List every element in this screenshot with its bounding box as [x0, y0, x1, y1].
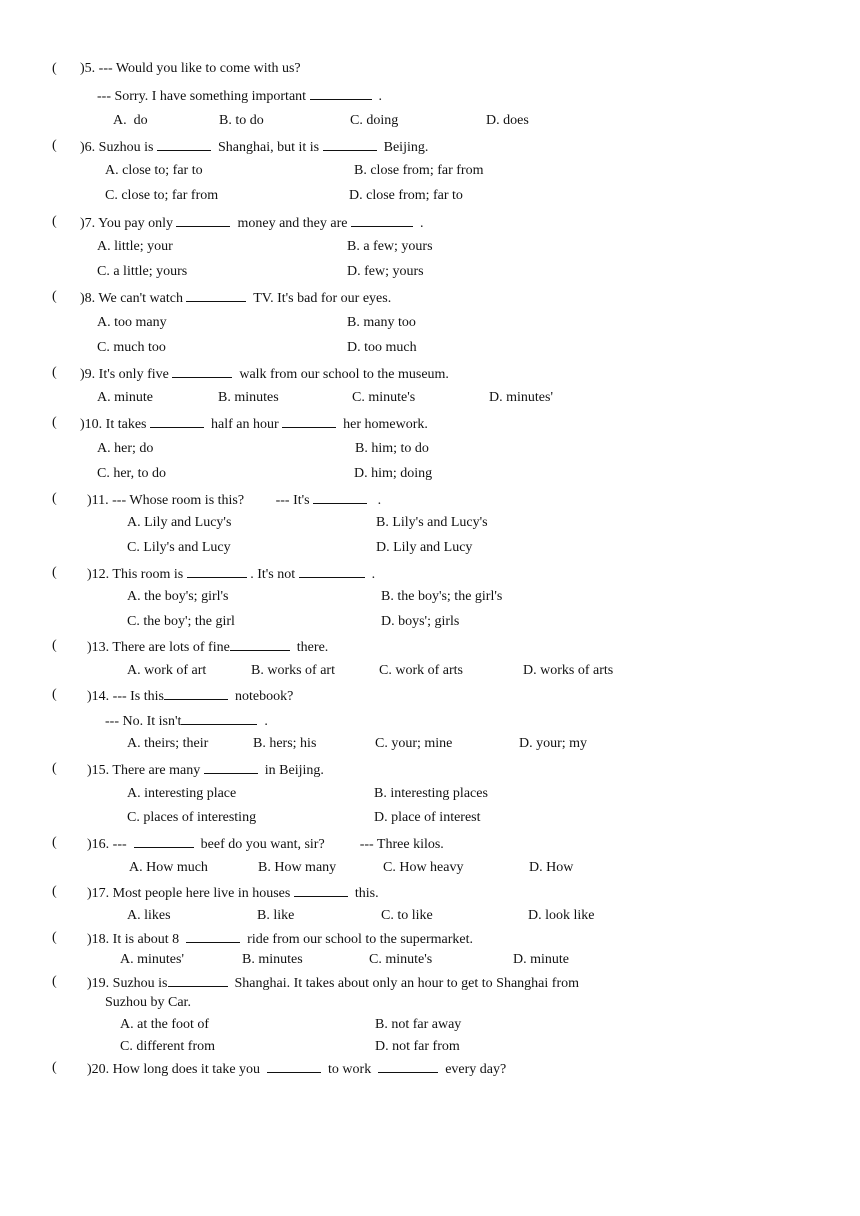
question-stem: )15. There are many in Beijing. — [87, 763, 324, 778]
option-b: B. a few; yours — [347, 239, 433, 254]
answer-paren[interactable]: ( — [52, 761, 57, 776]
question-stem: )10. It takes half an hour her homework. — [80, 417, 428, 432]
blank — [172, 365, 232, 378]
option-c: C. How heavy — [383, 860, 464, 875]
option-d: D. boys'; girls — [381, 614, 460, 629]
option-a: A. How much — [129, 860, 208, 875]
option-b: B. him; to do — [355, 441, 429, 456]
answer-paren[interactable]: ( — [52, 974, 57, 989]
answer-paren[interactable]: ( — [52, 415, 57, 430]
question-line: --- Sorry. I have something important . — [97, 89, 383, 104]
option-c: C. places of interesting — [127, 810, 257, 825]
option-b: B. not far away — [375, 1017, 462, 1032]
blank — [187, 565, 247, 578]
answer-paren[interactable]: ( — [52, 1060, 57, 1075]
option-a: A. too many — [97, 315, 167, 330]
answer-paren[interactable]: ( — [52, 565, 57, 580]
question-stem: )9. It's only five walk from our school to the museum. — [80, 367, 449, 382]
blank — [323, 138, 377, 151]
option-d: D. not far from — [375, 1039, 460, 1054]
option-a: A. work of art — [127, 663, 207, 678]
answer-paren[interactable]: ( — [52, 365, 57, 380]
option-d: D. How — [529, 860, 574, 875]
option-c: C. minute's — [352, 390, 416, 405]
answer-paren[interactable]: ( — [52, 214, 57, 229]
blank — [181, 712, 257, 725]
answer-paren[interactable]: ( — [52, 491, 57, 506]
option-c: C. the boy'; the girl — [127, 614, 235, 629]
question-stem: )14. --- Is this notebook? — [87, 689, 294, 704]
option-a: A. minute — [97, 390, 153, 405]
blank — [299, 565, 365, 578]
option-a: A. her; do — [97, 441, 154, 456]
answer-paren[interactable]: ( — [52, 884, 57, 899]
option-c: C. her, to do — [97, 466, 167, 481]
option-a: A. theirs; their — [127, 736, 209, 751]
option-a: A. at the foot of — [120, 1017, 210, 1032]
answer-paren[interactable]: ( — [52, 930, 57, 945]
option-d: D. look like — [528, 908, 595, 923]
option-a: A. Lily and Lucy's — [127, 515, 232, 530]
answer-paren[interactable]: ( — [52, 638, 57, 653]
option-a: A. close to; far to — [105, 163, 203, 178]
option-b: B. like — [257, 908, 295, 923]
answer-paren[interactable]: ( — [52, 687, 57, 702]
option-a: A. likes — [127, 908, 171, 923]
blank — [186, 930, 240, 943]
blank — [351, 214, 413, 227]
option-d: D. does — [486, 113, 529, 128]
question-stem: )20. How long does it take you to work every day? — [87, 1062, 507, 1077]
question-line: --- No. It isn't . — [105, 714, 268, 729]
question-stem: )19. Suzhou is Shanghai. It takes about only an hour to get to Shanghai from — [87, 976, 579, 991]
option-d: D. few; yours — [347, 264, 424, 279]
option-a: A. the boy's; girl's — [127, 589, 229, 604]
answer-paren[interactable]: ( — [52, 138, 57, 153]
blank — [186, 289, 246, 302]
option-d: D. works of arts — [523, 663, 614, 678]
option-b: B. to do — [219, 113, 264, 128]
answer-paren[interactable]: ( — [52, 289, 57, 304]
question-stem: )11. --- Whose room is this? --- It's . — [87, 493, 382, 508]
question-stem: )7. You pay only money and they are . — [80, 216, 424, 231]
option-c: C. different from — [120, 1039, 215, 1054]
option-d: D. your; my — [519, 736, 588, 751]
blank — [134, 835, 194, 848]
option-b: B. How many — [258, 860, 337, 875]
option-c: C. Lily's and Lucy — [127, 540, 231, 555]
option-c: C. your; mine — [375, 736, 453, 751]
question-stem: )6. Suzhou is Shanghai, but it is Beijing. — [80, 140, 429, 155]
option-d: D. minute — [513, 952, 569, 967]
option-b: B. Lily's and Lucy's — [376, 515, 488, 530]
blank — [282, 415, 336, 428]
option-d: D. minutes' — [489, 390, 553, 405]
question-stem: )16. --- beef do you want, sir? --- Three kilos. — [87, 837, 444, 852]
blank — [267, 1060, 321, 1073]
option-d: D. him; doing — [354, 466, 433, 481]
option-b: B. hers; his — [253, 736, 317, 751]
blank — [150, 415, 204, 428]
question-stem: )17. Most people here live in houses this. — [87, 886, 379, 901]
option-b: B. interesting places — [374, 786, 488, 801]
question-stem: )13. There are lots of fine there. — [87, 640, 329, 655]
option-c: C. a little; yours — [97, 264, 188, 279]
option-a: A. little; your — [97, 239, 173, 254]
option-d: D. close from; far to — [349, 188, 463, 203]
option-c: C. work of arts — [379, 663, 463, 678]
option-a: A. do — [113, 113, 148, 128]
option-b: B. minutes — [242, 952, 303, 967]
blank — [157, 138, 211, 151]
blank — [378, 1060, 438, 1073]
question-line: Suzhou by Car. — [105, 995, 191, 1010]
blank — [313, 491, 367, 504]
blank — [176, 214, 230, 227]
question-stem: )12. This room is . It's not . — [87, 567, 376, 582]
option-b: B. close from; far from — [354, 163, 484, 178]
option-c: C. minute's — [369, 952, 433, 967]
blank — [168, 974, 228, 987]
option-a: A. interesting place — [127, 786, 237, 801]
blank — [230, 638, 290, 651]
option-d: D. place of interest — [374, 810, 481, 825]
answer-paren[interactable]: ( — [52, 61, 57, 76]
option-d: D. too much — [347, 340, 417, 355]
answer-paren[interactable]: ( — [52, 835, 57, 850]
option-b: B. minutes — [218, 390, 279, 405]
blank — [294, 884, 348, 897]
blank — [310, 87, 372, 100]
option-b: B. works of art — [251, 663, 335, 678]
option-c: C. much too — [97, 340, 166, 355]
option-c: C. close to; far from — [105, 188, 219, 203]
question-stem: )8. We can't watch TV. It's bad for our eyes. — [80, 291, 392, 306]
option-a: A. minutes' — [120, 952, 184, 967]
option-c: C. to like — [381, 908, 433, 923]
option-b: B. the boy's; the girl's — [381, 589, 503, 604]
option-d: D. Lily and Lucy — [376, 540, 473, 555]
option-b: B. many too — [347, 315, 416, 330]
question-stem: )5. --- Would you like to come with us? — [80, 61, 301, 76]
blank — [204, 761, 258, 774]
option-c: C. doing — [350, 113, 399, 128]
blank — [164, 687, 228, 700]
question-stem: )18. It is about 8 ride from our school to the supermarket. — [87, 932, 474, 947]
